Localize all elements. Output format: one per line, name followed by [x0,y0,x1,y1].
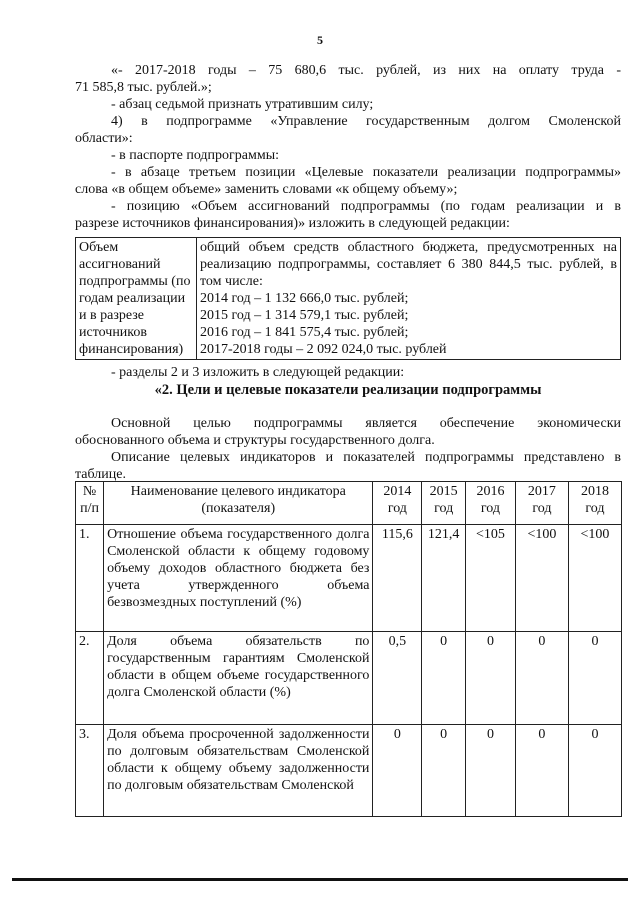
paragraph-line: - позицию «Объем ассигнований подпрограммы (по годам реализации и в [111,199,621,214]
finance-box-content [197,238,621,360]
header-name: Наименование целевого индикатора (показателя) [104,482,373,525]
paragraph-line: - в паспорте подпрограммы: [111,148,280,163]
table-row [76,725,622,817]
paragraph-line: - абзац седьмой признать утратившим силу; [111,97,374,112]
paragraph-line: Основной целью подпрограммы является обеспечение экономически [111,416,621,431]
row-value-2018: 0 [568,632,621,725]
row-value-2014: 0 [373,725,422,817]
section-heading: «2. Цели и целевые показатели реализации подпрограммы [154,382,542,398]
finance-2015: 2015 год – 1 314 579,1 тыс. рублей; [200,308,409,323]
finance-box-label: Объем ассигнований подпрограммы (по годам реализации и в разрезе источников финансирования) [76,238,197,360]
row-value-2016: 0 [465,725,515,817]
table-row [76,525,622,632]
paragraph-line: разрезе источников финансирования)» изложить в следующей редакции: [75,216,510,231]
row-value-2016: 0 [465,632,515,725]
page-number: 5 [317,33,323,47]
header-2018: 2018 год [568,482,621,525]
finance-intro: общий объем средств областного бюджета, предусмотренных на реализацию подпрограммы, составляет 6 380 844,5 тыс. рублей, в том числе: [200,240,617,289]
row-value-2018: 0 [568,725,621,817]
paragraph-line: Описание целевых индикаторов и показателей подпрограммы представлено в [111,450,621,465]
finance-2014: 2014 год – 1 132 666,0 тыс. рублей; [200,291,409,306]
row-num: 3. [76,725,104,817]
row-value-2015: 0 [422,725,466,817]
header-2016: 2016 год [465,482,515,525]
table-row [76,632,622,725]
row-value-2015: 0 [422,632,466,725]
header-num: № п/п [76,482,104,525]
header-2017: 2017 год [515,482,568,525]
indicators-table [75,481,622,817]
row-name: Доля объема обязательств по государственным гарантиям Смоленской области в общем объеме государственного долга Смоленской области (%) [104,632,373,725]
row-value-2015: 121,4 [422,525,466,632]
paragraph-line: «- 2017-2018 годы – 75 680,6 тыс. рублей, из них на оплату труда - [111,63,621,78]
row-num: 1. [76,525,104,632]
row-num: 2. [76,632,104,725]
finance-box [75,237,621,360]
header-2015: 2015 год [422,482,466,525]
row-value-2017: 0 [515,725,568,817]
finance-2016: 2016 год – 1 841 575,4 тыс. рублей; [200,325,409,340]
paragraph-line: обоснованного объема и структуры государственного долга. [75,433,435,448]
row-value-2017: <100 [515,525,568,632]
paragraph-line: - в абзаце третьем позиции «Целевые показатели реализации подпрограммы» [111,165,621,180]
paragraph-line: 4) в подпрограмме «Управление государственным долгом Смоленской [111,114,621,129]
row-name: Доля объема просроченной задолженности по долговым обязательствам Смоленской области к общему объему задолженности по долговым обязательствам Смоленской [104,725,373,817]
finance-2017-2018: 2017-2018 годы – 2 092 024,0 тыс. рублей [200,342,447,357]
header-2014: 2014 год [373,482,422,525]
paragraph-line: - разделы 2 и 3 изложить в следующей редакции: [111,365,405,380]
row-value-2018: <100 [568,525,621,632]
paragraph-line: 71 585,8 тыс. рублей.»; [75,80,212,95]
row-value-2017: 0 [515,632,568,725]
row-value-2014: 115,6 [373,525,422,632]
paragraph-line: таблице. [75,467,126,482]
row-value-2016: <105 [465,525,515,632]
paragraph-line: слова «в общем объеме» заменить словами «к общему объему»; [75,182,458,197]
row-value-2014: 0,5 [373,632,422,725]
bottom-rule [12,878,628,881]
paragraph-line: области»: [75,131,133,146]
row-name: Отношение объема государственного долга Смоленской области к общему годовому объему доходов областного бюджета без учета утвержденного объема безвозмездных поступлений (%) [104,525,373,632]
table-header-row [76,482,622,525]
